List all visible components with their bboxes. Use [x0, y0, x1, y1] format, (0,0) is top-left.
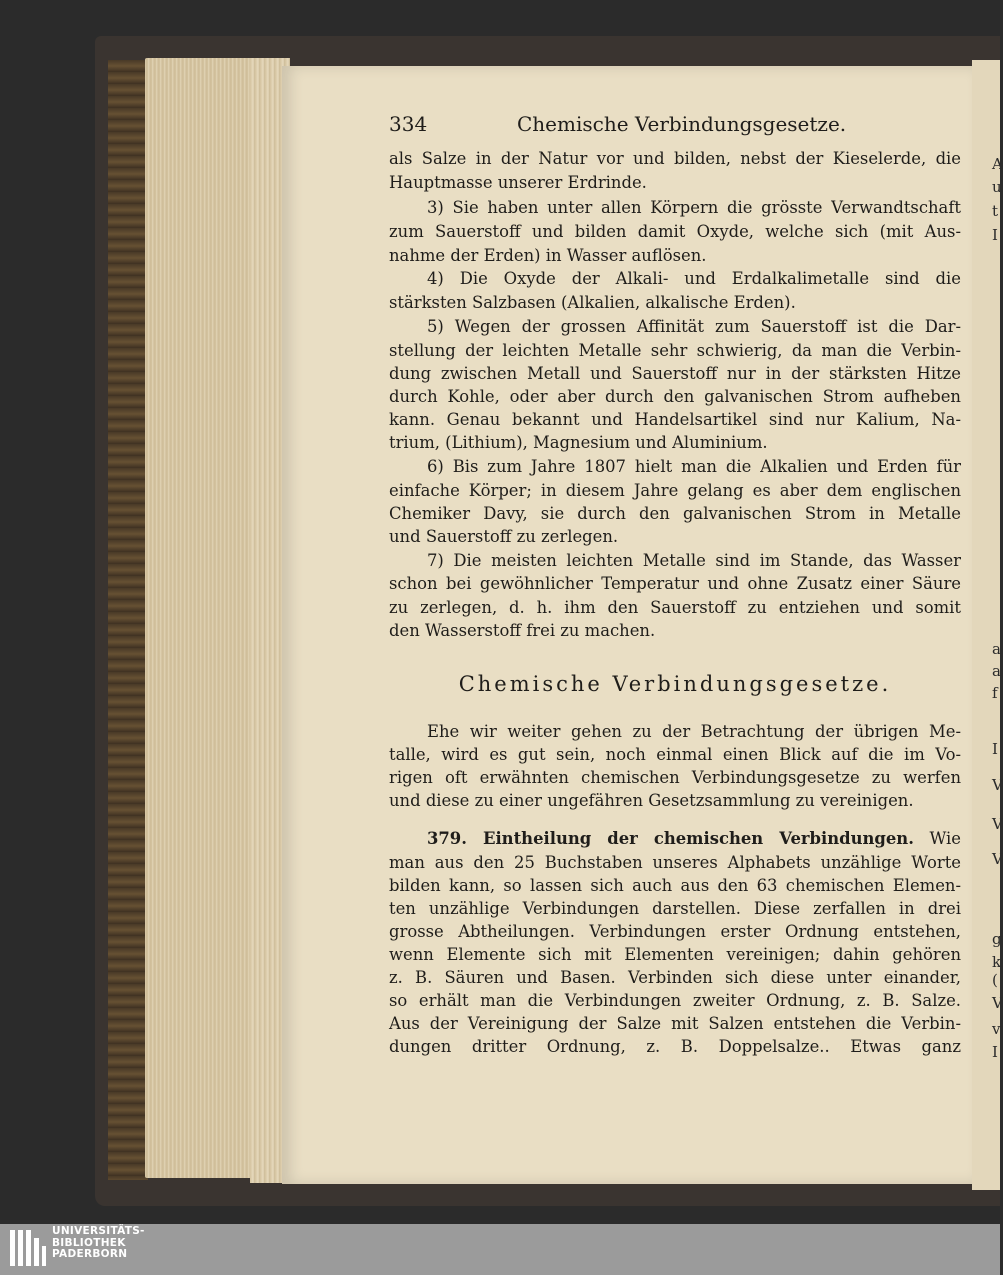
text-line: 6) Bis zum Jahre 1807 hielt man die Alkalien und Erden für: [427, 457, 961, 476]
text-line: stellung der leichten Metalle sehr schwierig, da man die Verbin-: [389, 341, 961, 360]
edge-char: A: [992, 155, 1003, 173]
edge-char: V: [992, 776, 1003, 794]
edge-char: a: [992, 662, 1001, 680]
text-line: rigen oft erwähnten chemischen Verbindungsgesetze zu werfen: [389, 768, 961, 787]
text-line: und Sauerstoff zu zerlegen.: [389, 527, 619, 546]
text-line: man aus den 25 Buchstaben unseres Alphabets unzählige Worte: [389, 853, 961, 872]
section-title: Chemische Verbindungsgesetze.: [458, 672, 892, 696]
article-heading: 379. Eintheilung der chemischen Verbindungen.: [427, 829, 914, 848]
page-number: 334: [389, 112, 428, 136]
edge-char: I: [992, 740, 998, 758]
article-heading-tail: Wie: [929, 829, 961, 848]
text-line: zu zerlegen, d. h. ihm den Sauerstoff zu entziehen und somit: [389, 598, 961, 617]
text-line: so erhält man die Verbindungen zweiter Ordnung, z. B. Salze.: [389, 991, 961, 1010]
edge-char: I: [992, 1043, 998, 1061]
edge-char: I: [992, 226, 998, 244]
edge-char: u: [992, 178, 1002, 196]
edge-char: v: [992, 1020, 1001, 1038]
page-edges-left: [145, 58, 255, 1178]
text-line: trium, (Lithium), Magnesium und Aluminium.: [389, 433, 768, 452]
text-line: z. B. Säuren und Basen. Verbinden sich diese unter einander,: [389, 968, 961, 987]
running-title: Chemische Verbindungsgesetze.: [517, 112, 847, 136]
text-line: ten unzählige Verbindungen darstellen. Diese zerfallen in drei: [389, 899, 961, 918]
text-line: Ehe wir weiter gehen zu der Betrachtung der übrigen Me-: [427, 722, 961, 741]
book-spine: [108, 60, 148, 1180]
running-header: [389, 112, 961, 142]
text-line: durch Kohle, oder aber durch den galvanischen Strom aufheben: [389, 387, 961, 406]
edge-char: (: [992, 971, 998, 989]
text-line: dungen dritter Ordnung, z. B. Doppelsalze.. Etwas ganz: [389, 1037, 961, 1056]
text-line: wenn Elemente sich mit Elementen vereinigen; dahin gehören: [389, 945, 961, 964]
edge-char: t: [992, 202, 999, 220]
logo-line: UNIVERSITÄTS-: [52, 1225, 145, 1237]
text-line: bilden kann, so lassen sich auch aus den 63 chemischen Elemen-: [389, 876, 961, 895]
edge-char: V: [992, 815, 1003, 833]
text-line: und diese zu einer ungefähren Gesetzsammlung zu vereinigen.: [389, 791, 914, 810]
edge-char: V: [992, 994, 1003, 1012]
logo-line: BIBLIOTHEK: [52, 1236, 126, 1249]
edge-char: a: [992, 640, 1001, 658]
text-line: Chemiker Davy, sie durch den galvanischen Strom in Metalle: [389, 504, 961, 523]
text-line: als Salze in der Natur vor und bilden, nebst der Kieselerde, die: [389, 149, 961, 168]
edge-char: k: [992, 953, 1002, 971]
edge-char: V: [992, 850, 1003, 868]
text-line: einfache Körper; in diesem Jahre gelang es aber dem englischen: [389, 481, 961, 500]
article-heading-line: [427, 827, 961, 851]
library-logo-icon: [8, 1228, 48, 1268]
edge-char: f: [992, 684, 998, 702]
text-line: talle, wird es gut sein, noch einmal einen Blick auf die im Vo-: [389, 745, 961, 764]
text-line: dung zwischen Metall und Sauerstoff nur in der stärksten Hitze: [389, 364, 961, 383]
library-logo-text: [52, 1226, 145, 1261]
text-line: 5) Wegen der grossen Affinität zum Sauerstoff ist die Dar-: [427, 317, 961, 336]
text-line: grosse Abtheilungen. Verbindungen erster Ordnung entstehen,: [389, 922, 961, 941]
text-line: Aus der Vereinigung der Salze mit Salzen entstehen die Verbin-: [389, 1014, 961, 1033]
logo-line: PADERBORN: [52, 1248, 128, 1260]
edge-char: g: [992, 930, 1002, 948]
text-line: den Wasserstoff frei zu machen.: [389, 621, 656, 640]
text-line: 7) Die meisten leichten Metalle sind im Stande, das Wasser: [427, 551, 961, 570]
text-line: kann. Genau bekannt und Handelsartikel sind nur Kalium, Na-: [389, 410, 961, 429]
footer-bar: [0, 1224, 1000, 1275]
text-line: schon bei gewöhnlicher Temperatur und ohne Zusatz einer Säure: [389, 574, 961, 593]
text-line: stärksten Salzbasen (Alkalien, alkalische Erden).: [389, 293, 796, 312]
text-line: zum Sauerstoff und bilden damit Oxyde, welche sich (mit Aus-: [389, 222, 961, 241]
text-line: nahme der Erden) in Wasser auflösen.: [389, 246, 707, 265]
text-line: 3) Sie haben unter allen Körpern die grösste Verwandtschaft: [427, 198, 961, 217]
text-line: 4) Die Oxyde der Alkali- und Erdalkalimetalle sind die: [427, 269, 961, 288]
text-line: Hauptmasse unserer Erdrinde.: [389, 173, 647, 192]
